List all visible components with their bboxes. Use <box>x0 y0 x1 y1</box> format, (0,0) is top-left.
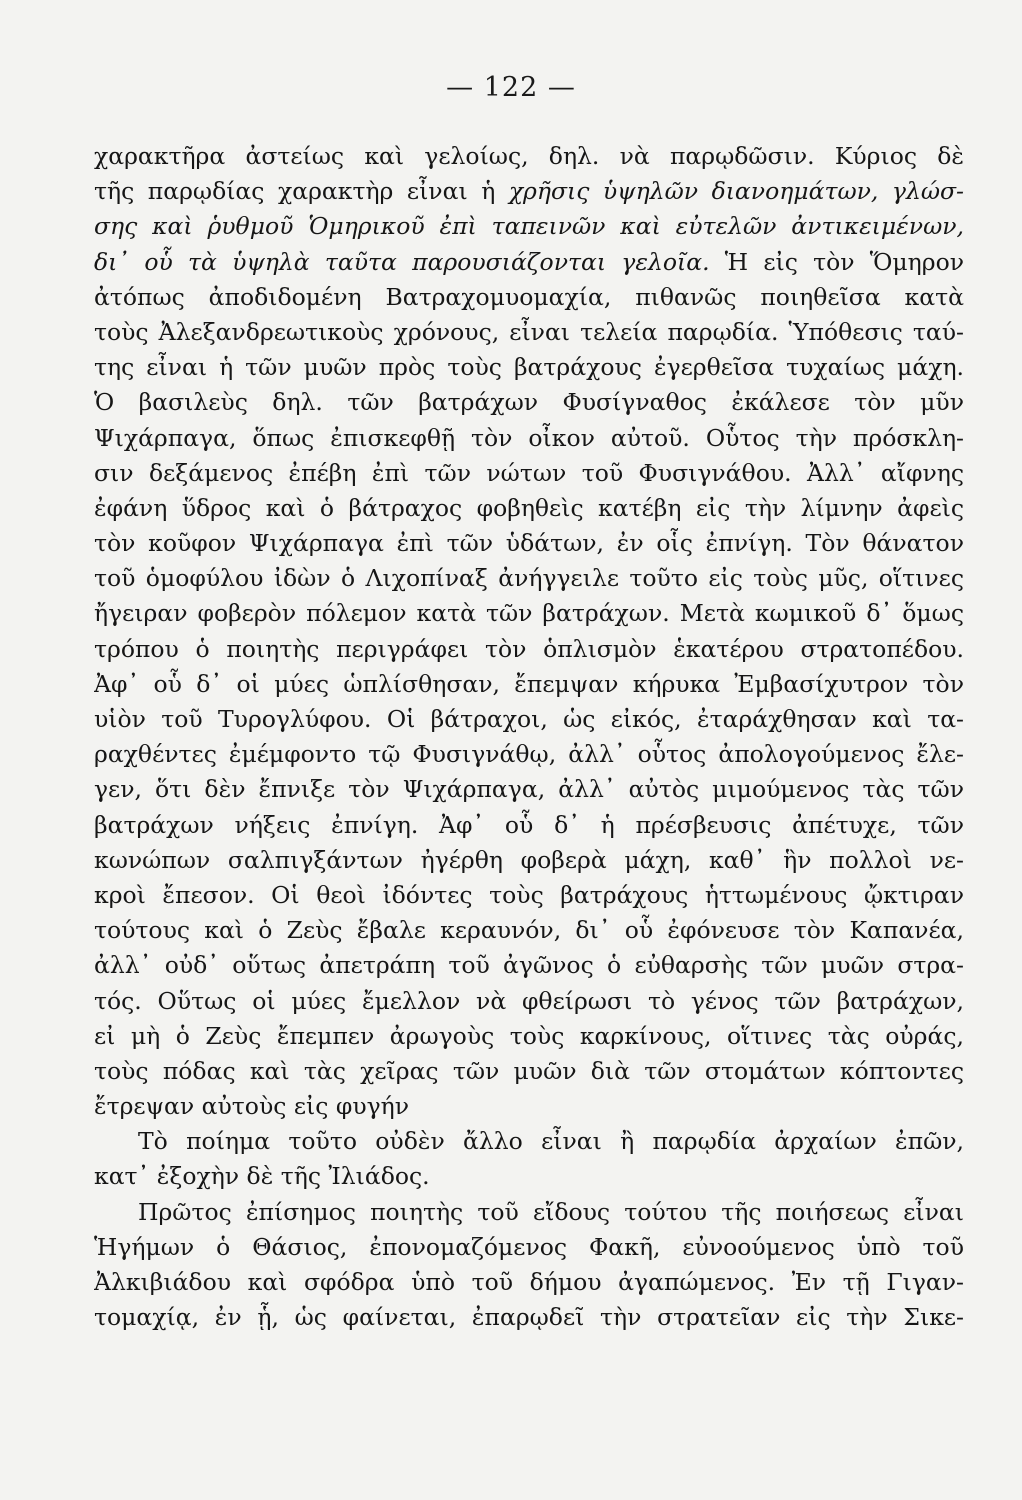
text-line <box>94 1230 964 1265</box>
text-line <box>94 808 964 843</box>
line-text: ἀτόπως ἀποδιδομένη Βατραχομυομαχία, πιθανῶς ποιηθεῖσα κατὰ <box>94 282 964 311</box>
text-line <box>94 174 964 209</box>
text-line <box>94 1300 964 1335</box>
text-line <box>94 948 964 983</box>
line-text: Ψιχάρπαγα, ὅπως ἐπισκεφθῇ τὸν οἶκον αὐτοῦ. Οὗτος τὴν πρόσκλη- <box>94 423 964 452</box>
text-line <box>94 491 964 526</box>
line-text: σιν δεξάμενος ἐπέβη ἐπὶ τῶν νώτων τοῦ Φυσιγνάθου. Ἀλλ᾽ αἴφνης <box>94 458 964 487</box>
text-line <box>94 878 964 913</box>
text-line <box>94 772 964 807</box>
text-line <box>94 1054 964 1089</box>
text-line <box>94 667 964 702</box>
text-line <box>94 421 964 456</box>
text-line <box>94 596 964 631</box>
line-text: τοῦ ὁμοφύλου ἰδὼν ὁ Λιχοπίναξ ἀνήγγειλε τοῦτο εἰς τοὺς μῦς, οἵτινες <box>94 564 964 593</box>
text-line <box>94 245 964 280</box>
line-text: ἤγειραν φοβερὸν πόλεμον κατὰ τῶν βατράχων. Μετὰ κωμικοῦ δ᾽ ὅμως <box>94 599 964 628</box>
page-number: — 122 — <box>446 72 576 103</box>
text-line <box>94 702 964 737</box>
text-line <box>94 561 964 596</box>
line-text: τούτους καὶ ὁ Ζεὺς ἔβαλε κεραυνόν, δι᾽ οὗ ἐφόνευσε τὸν Καπανέα, <box>94 916 964 945</box>
text-line <box>94 843 964 878</box>
text-line <box>94 139 964 174</box>
line-text: υἱὸν τοῦ Τυρογλύφου. Οἱ βάτραχοι, ὡς εἰκός, ἐταράχθησαν καὶ τα- <box>94 705 964 733</box>
line-text: Ἡγήμων ὁ Θάσιος, ἐπονομαζόμενος Φακῆ, εὐνοούμενος ὑπὸ τοῦ <box>94 1232 964 1261</box>
line-text: Πρῶτος ἐπίσημος ποιητὴς τοῦ εἴδους τούτου τῆς ποιήσεως εἶναι <box>138 1197 964 1226</box>
text-line <box>94 526 964 561</box>
text-line <box>94 1265 964 1300</box>
line-text: τρόπου ὁ ποιητὴς περιγράφει τὸν ὁπλισμὸν ἑκατέρου στρατοπέδου. <box>94 634 964 663</box>
line-text: Ἀφ᾽ οὗ δ᾽ οἱ μύες ὡπλίσθησαν, ἔπεμψαν κήρυκα Ἐμβασίχυτρον τὸν <box>94 669 964 698</box>
text-line <box>94 632 964 667</box>
text-line <box>94 315 964 350</box>
text-line <box>94 913 964 948</box>
text-line <box>94 385 964 420</box>
line-text: ἀλλ᾽ οὐδ᾽ οὕτως ἀπετράπη τοῦ ἀγῶνος ὁ εὐθαρσὴς τῶν μυῶν στρα- <box>94 951 964 980</box>
line-text: εἰ μὴ ὁ Ζεὺς ἔπεμπεν ἀρωγοὺς τοὺς καρκίνους, οἵτινες τὰς οὐράς, <box>94 1021 964 1050</box>
text-line <box>94 1195 964 1230</box>
line-text: Ὁ βασιλεὺς δηλ. τῶν βατράχων Φυσίγναθος ἐκάλεσε τὸν μῦν <box>94 388 964 417</box>
line-text: ραχθέντες ἐμέμφοντο τῷ Φυσιγνάθῳ, ἀλλ᾽ οὗτος ἀπολογούμενος ἔλε- <box>94 740 964 769</box>
text-line <box>94 737 964 772</box>
line-text: χαρακτῆρα ἀστείως καὶ γελοίως, δηλ. νὰ παρῳδῶσιν. Κύριος δὲ <box>94 142 964 170</box>
italic-text: χρῆσις ὑψηλῶν διανοημάτων, γλώσ- <box>508 177 964 206</box>
line-text: Ἡ εἰς τὸν Ὅμηρον <box>709 247 964 276</box>
text-line <box>94 1019 964 1054</box>
line-text: τός. Οὕτως οἱ μύες ἔμελλον νὰ φθείρωσι τὸ γένος τῶν βατράχων, <box>94 986 964 1015</box>
text-line <box>94 1159 964 1194</box>
line-text: ἔτρεψαν αὐτοὺς εἰς φυγήν <box>94 1092 410 1121</box>
body-text <box>94 139 964 1335</box>
line-text: κωνώπων σαλπιγξάντων ἠγέρθη φοβερὰ μάχη, καθ᾽ ἣν πολλοὶ νε- <box>94 845 964 874</box>
line-text: ἐφάνη ὕδρος καὶ ὁ βάτραχος φοβηθεὶς κατέβη εἰς τὴν λίμνην ἀφεὶς <box>94 493 964 522</box>
line-text: τοὺς πόδας καὶ τὰς χεῖρας τῶν μυῶν διὰ τῶν στομάτων κόπτοντες <box>94 1056 964 1085</box>
text-line <box>94 1089 964 1124</box>
line-text: τὸν κοῦφον Ψιχάρπαγα ἐπὶ τῶν ὑδάτων, ἐν οἷς ἐπνίγη. Τὸν θάνατον <box>94 529 964 558</box>
line-text: κροὶ ἔπεσον. Οἱ θεοὶ ἰδόντες τοὺς βατράχους ἡττωμένους ᾤκτιραν <box>94 880 964 909</box>
text-line <box>94 456 964 491</box>
line-text: Ἀλκιβιάδου καὶ σφόδρα ὑπὸ τοῦ δήμου ἀγαπώμενος. Ἐν τῇ Γιγαν- <box>94 1268 964 1296</box>
text-line <box>94 1124 964 1159</box>
italic-text: σης καὶ ῥυθμοῦ Ὁμηρικοῦ ἐπὶ ταπεινῶν καὶ εὐτελῶν ἀντικειμένων, <box>94 212 964 241</box>
text-line <box>94 984 964 1019</box>
line-text: γεν, ὅτι δὲν ἔπνιξε τὸν Ψιχάρπαγα, ἀλλ᾽ αὐτὸς μιμούμενος τὰς τῶν <box>94 775 964 804</box>
line-text: τομαχίᾳ, ἐν ᾗ, ὡς φαίνεται, ἐπαρῳδεῖ τὴν στρατεῖαν εἰς τὴν Σικε- <box>94 1303 964 1332</box>
text-line <box>94 350 964 385</box>
line-text: κατ᾽ ἐξοχὴν δὲ τῆς Ἰλιάδος. <box>94 1162 430 1191</box>
line-text: τοὺς Ἀλεξανδρεωτικοὺς χρόνους, εἶναι τελεία παρῳδία. Ὑπόθεσις ταύ- <box>94 317 964 346</box>
line-text: της εἶναι ἡ τῶν μυῶν πρὸς τοὺς βατράχους ἐγερθεῖσα τυχαίως μάχη. <box>94 353 964 382</box>
line-text: βατράχων νήξεις ἐπνίγη. Ἀφ᾽ οὗ δ᾽ ἡ πρέσβευσις ἀπέτυχε, τῶν <box>94 810 964 839</box>
line-text: τῆς παρῳδίας χαρακτὴρ εἶναι ἡ <box>94 177 509 206</box>
text-line <box>94 280 964 315</box>
italic-text: δι᾽ οὗ τὰ ὑψηλὰ ταῦτα παρουσιάζονται γελοῖα. <box>94 247 710 276</box>
text-line <box>94 209 964 244</box>
line-text: Τὸ ποίημα τοῦτο οὐδὲν ἄλλο εἶναι ἢ παρῳδία ἀρχαίων ἐπῶν, <box>138 1127 964 1156</box>
